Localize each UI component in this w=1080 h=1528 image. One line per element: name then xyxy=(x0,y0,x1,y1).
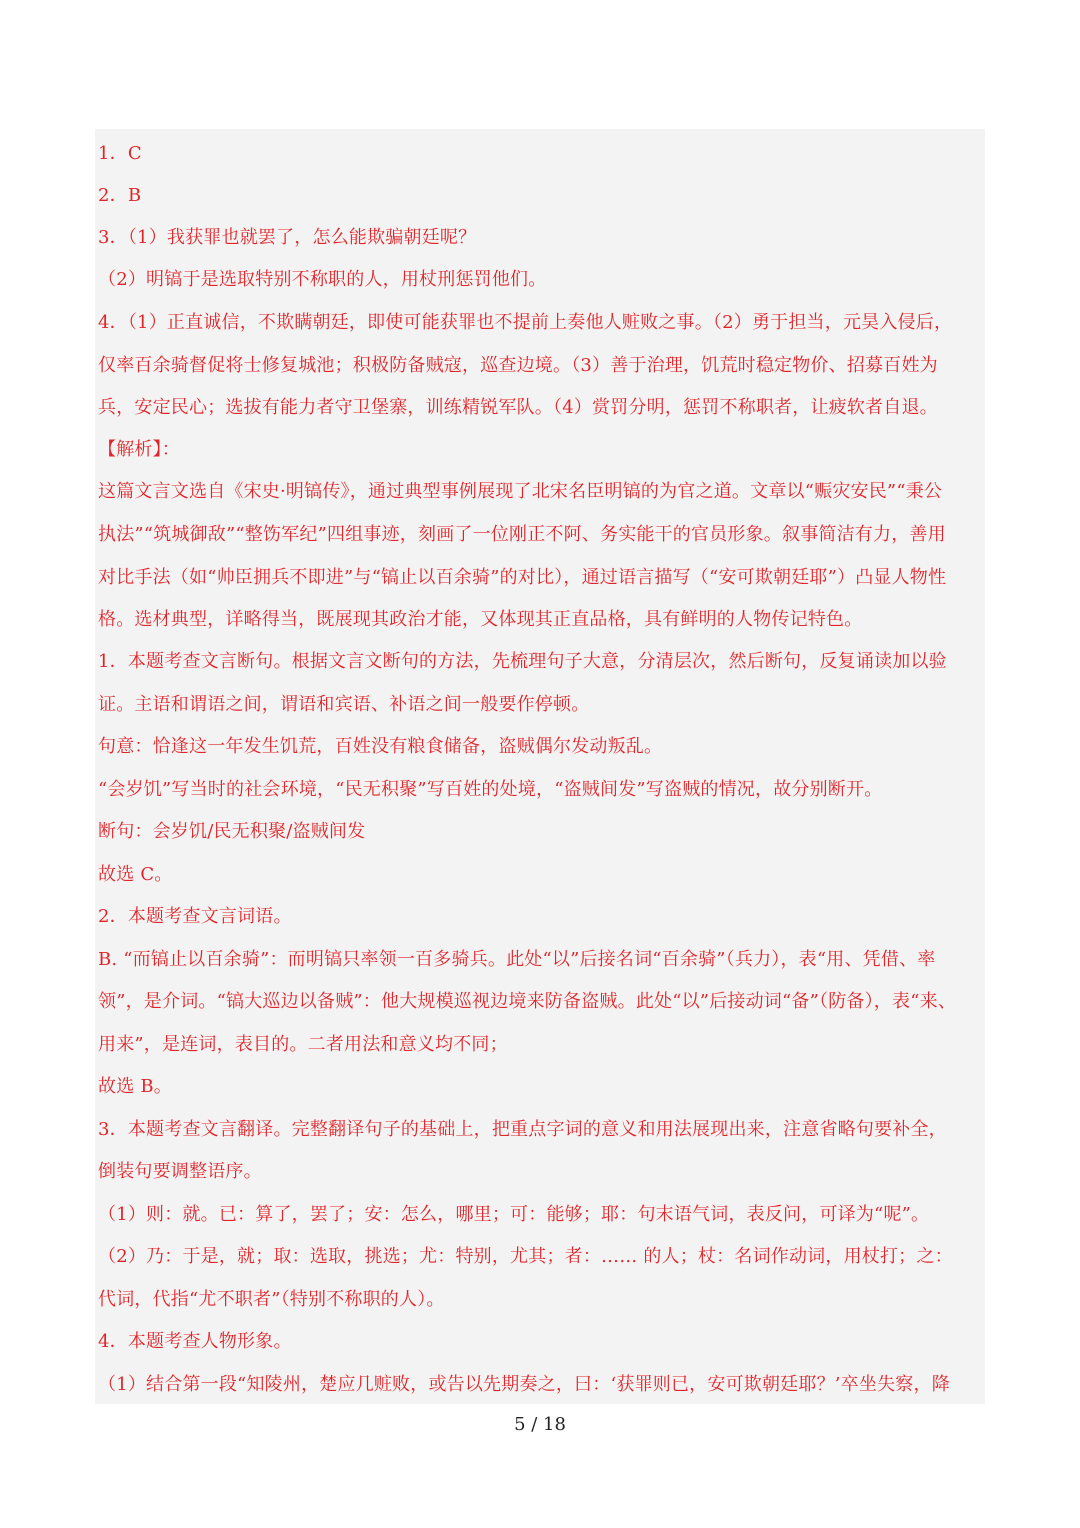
page-number: 5 / 18 xyxy=(514,1414,566,1435)
text-line: 4．（1）正直诚信，不欺瞒朝廷，即使可能获罪也不提前上奏他人赃败之事。（2）勇于担当，元昊入侵后， xyxy=(98,312,953,333)
text-line: “会岁饥”写当时的社会环境，“民无积聚”写百姓的处境，“盗贼间发”写盗贼的情况，故分别断开。 xyxy=(98,779,883,800)
text-line: （1）结合第一段“知陵州，楚应几赃败，或告以先期奏之，曰：‘获罪则已，安可欺朝廷耶？’卒坐失察，降 xyxy=(98,1374,950,1395)
text-line: 4．本题考查人物形象。 xyxy=(98,1331,292,1352)
text-line: 领”，是介词。“镐大巡边以备贼”：他大规模巡视边境来防备盗贼。此处“以”后接动词“备”（防备），表“来、 xyxy=(98,991,957,1012)
text-line: 用来”，是连词，表目的。二者用法和意义均不同； xyxy=(98,1034,508,1055)
text-line: 1．本题考查文言断句。根据文言文断句的方法，先梳理句子大意，分清层次，然后断句，反复诵读加以验 xyxy=(98,651,947,672)
text-line: 断句：会岁饥/民无积聚/盗贼间发 xyxy=(98,821,366,842)
text-line: 倒装句要调整语序。 xyxy=(98,1161,262,1182)
text-line: 故选 C。 xyxy=(98,864,173,885)
text-line: （2）明镐于是选取特别不称职的人，用杖刑惩罚他们。 xyxy=(98,269,547,290)
text-line: 兵，安定民心；选拔有能力者守卫堡寨，训练精锐军队。（4）赏罚分明，惩罚不称职者，让疲软者自退。 xyxy=(98,397,938,418)
text-line: 句意：恰逢这一年发生饥荒，百姓没有粮食储备，盗贼偶尔发动叛乱。 xyxy=(98,736,663,757)
text-line: 3．（1）我获罪也就罢了，怎么能欺骗朝廷呢？ xyxy=(98,227,477,248)
text-line: B. “而镐止以百余骑”：而明镐只率领一百多骑兵。此处“以”后接名词“百余骑”（兵力），表“用、凭借、率 xyxy=(98,949,936,970)
text-line: （2）乃：于是，就；取：选取，挑选；尤：特别，尤其；者：…… 的人；杖：名词作动词，用杖打；之： xyxy=(98,1246,953,1267)
analysis-heading: 【解析】： xyxy=(98,439,180,460)
text-line: 对比手法（如“帅臣拥兵不即进”与“镐止以百余骑”的对比），通过语言描写（“安可欺朝廷耶”）凸显人物性 xyxy=(98,567,947,588)
text-line: 证。主语和谓语之间，谓语和宾语、补语之间一般要作停顿。 xyxy=(98,694,590,715)
text-line: 这篇文言文选自《宋史·明镐传》，通过典型事例展现了北宋名臣明镐的为官之道。文章以“赈灾安民”“秉公 xyxy=(98,481,943,502)
text-line: 格。选材典型，详略得当，既展现其政治才能，又体现其正直品格，具有鲜明的人物传记特色。 xyxy=(98,609,863,630)
text-line: 2．B xyxy=(98,185,142,206)
text-line: 2．本题考查文言词语。 xyxy=(98,906,292,927)
text-line: 故选 B。 xyxy=(98,1076,172,1097)
text-line: （1）则：就。已：算了，罢了；安：怎么，哪里；可：能够；耶：句末语气词，表反问，可译为“呢”。 xyxy=(98,1204,930,1225)
text-line: 1．C xyxy=(98,143,142,164)
text-line: 代词，代指“尤不职者”（特别不称职的人）。 xyxy=(98,1289,445,1310)
text-line: 仅率百余骑督促将士修复城池；积极防备贼寇，巡查边境。（3）善于治理，饥荒时稳定物价、招募百姓为 xyxy=(98,355,938,376)
text-line: 3．本题考查文言翻译。完整翻译句子的基础上，把重点字词的意义和用法展现出来，注意省略句要补全， xyxy=(98,1119,947,1140)
text-line: 执法”“筑城御敌”“整饬军纪”四组事迹，刻画了一位刚正不阿、务实能干的官员形象。叙事简洁有力，善用 xyxy=(98,524,946,545)
